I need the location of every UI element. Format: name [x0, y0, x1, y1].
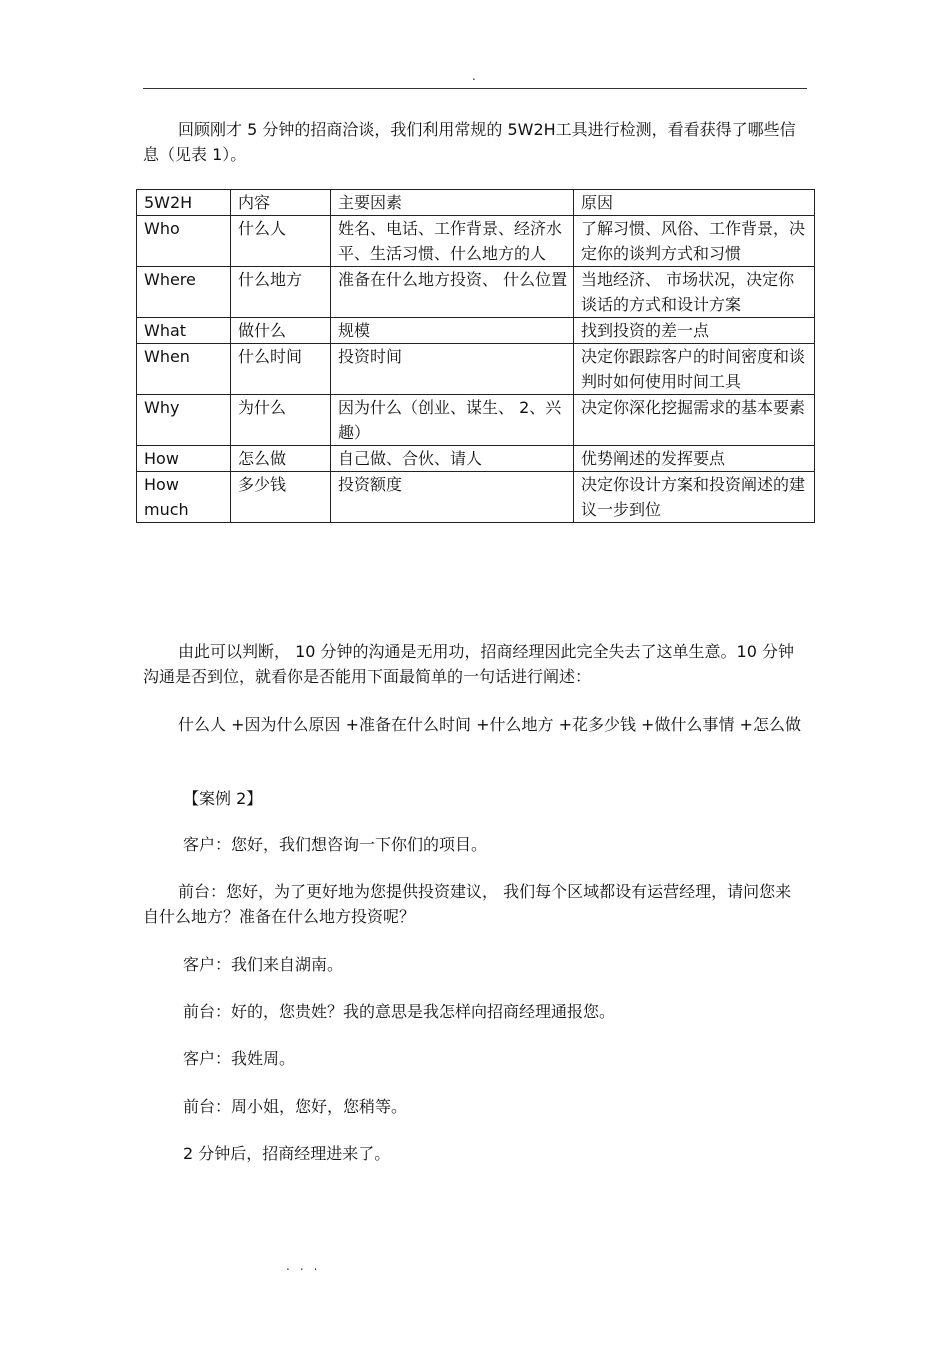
dialog-line: 前台：周小姐，您好，您稍等。 — [183, 1097, 408, 1116]
header-dot: . — [472, 69, 476, 83]
table-header-cell: 内容 — [231, 190, 331, 216]
table-header-cell: 主要因素 — [331, 190, 574, 216]
table-header-cell: 5W2H — [137, 190, 231, 216]
case-title: 【案例 2】 — [183, 789, 263, 808]
header-rule — [143, 88, 807, 89]
table-cell: When — [137, 344, 231, 395]
table-cell: 规模 — [331, 318, 574, 344]
conclusion-paragraph: 由此可以判断， 10 分钟的沟通是无用功，招商经理因此完全失去了这单生意。10 分钟沟通是否到位，就看你是否能用下面最简单的一句话进行阐述： — [143, 642, 794, 686]
dialog-line: 客户：我姓周。 — [183, 1049, 296, 1068]
table-cell: 因为什么（创业、谋生、 2、兴趣） — [331, 395, 574, 446]
dialog-line: 2 分钟后，招商经理进来了。 — [183, 1144, 391, 1163]
table-cell: 多少钱 — [231, 472, 331, 523]
intro-paragraph: 回顾刚才 5 分钟的招商洽谈，我们利用常规的 5W2H工具进行检测，看看获得了哪些信息（见表 1）。 — [143, 120, 796, 164]
table-row — [137, 318, 815, 344]
table-cell: 投资额度 — [331, 472, 574, 523]
table-row — [137, 344, 815, 395]
table-cell: 当地经济、 市场状况，决定你谈话的方式和设计方案 — [574, 267, 815, 318]
table-cell: 决定你设计方案和投资阐述的建议一步到位 — [574, 472, 815, 523]
table-row — [137, 216, 815, 267]
table-header-row — [137, 190, 815, 216]
table-cell: 决定你跟踪客户的时间密度和谈判时如何使用时间工具 — [574, 344, 815, 395]
table-row — [137, 267, 815, 318]
table-cell: 投资时间 — [331, 344, 574, 395]
table-cell: 找到投资的差一点 — [574, 318, 815, 344]
table-cell: Where — [137, 267, 231, 318]
table-cell: 什么地方 — [231, 267, 331, 318]
table-cell: 决定你深化挖掘需求的基本要素 — [574, 395, 815, 446]
table-row — [137, 472, 815, 523]
table-cell: 怎么做 — [231, 446, 331, 472]
table-cell: How much — [137, 472, 231, 523]
table-cell: How — [137, 446, 231, 472]
table-cell: Who — [137, 216, 231, 267]
table-header-cell: 原因 — [574, 190, 815, 216]
footer-dots: ... — [286, 1259, 328, 1273]
dialog-line: 前台：您好，为了更好地为您提供投资建议， 我们每个区域都设有运营经理，请问您来自什么地方？准备在什么地方投资呢？ — [143, 882, 792, 926]
table-cell: 姓名、电话、工作背景、经济水平、生活习惯、什么地方的人 — [331, 216, 574, 267]
table-row — [137, 395, 815, 446]
table-cell: 什么时间 — [231, 344, 331, 395]
dialog-line: 客户：您好，我们想咨询一下你们的项目。 — [183, 835, 488, 854]
table-cell: Why — [137, 395, 231, 446]
5w2h-table — [136, 189, 815, 523]
table-cell: 什么人 — [231, 216, 331, 267]
table-cell: 自己做、合伙、请人 — [331, 446, 574, 472]
table-cell: 优势阐述的发挥要点 — [574, 446, 815, 472]
table-cell: 为什么 — [231, 395, 331, 446]
table-cell: 准备在什么地方投资、 什么位置 — [331, 267, 574, 318]
dialog-line: 客户：我们来自湖南。 — [183, 955, 344, 974]
formula-paragraph: 什么人 +因为什么原因 +准备在什么时间 +什么地方 +花多少钱 +做什么事情 +怎么做 — [178, 715, 801, 734]
table-cell: What — [137, 318, 231, 344]
table-cell: 做什么 — [231, 318, 331, 344]
table-cell: 了解习惯、风俗、工作背景，决定你的谈判方式和习惯 — [574, 216, 815, 267]
table-row — [137, 446, 815, 472]
dialog-line: 前台：好的，您贵姓？我的意思是我怎样向招商经理通报您。 — [183, 1002, 616, 1021]
